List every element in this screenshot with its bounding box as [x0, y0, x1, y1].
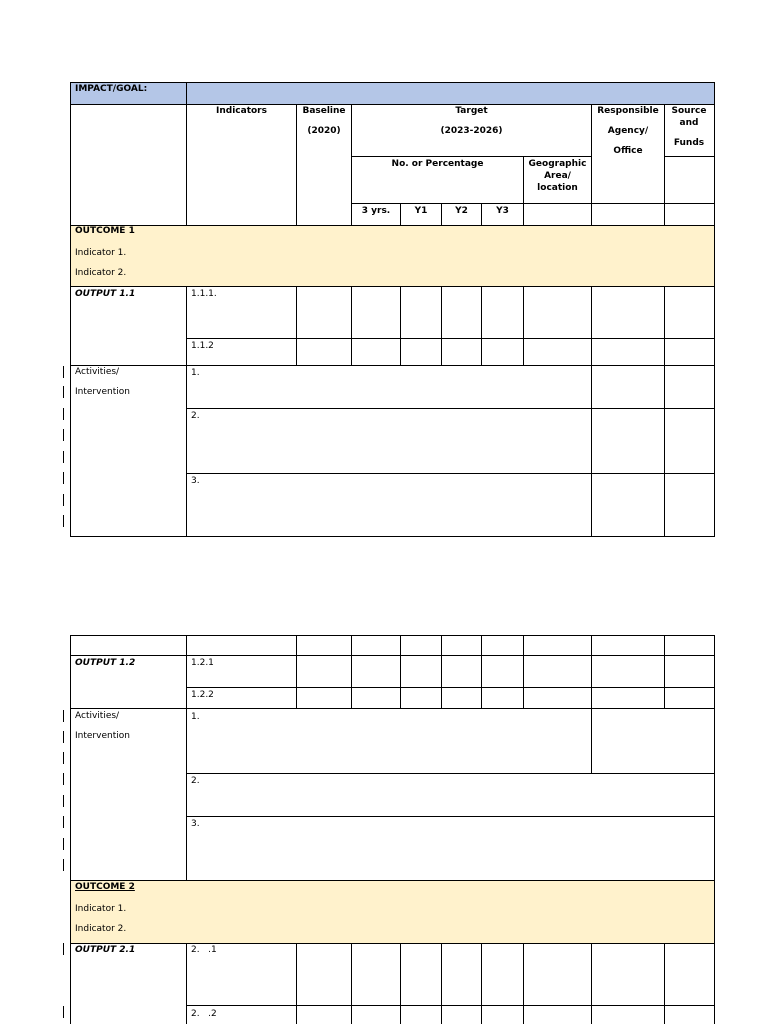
header-source-2: and: [679, 118, 699, 128]
header-y3: Y3: [496, 206, 509, 216]
output-1-1-row-1: 1.1.1.: [191, 289, 217, 299]
header-geographic-2: Area/: [544, 171, 571, 181]
outcome-1-indicator-2: Indicator 2.: [75, 268, 127, 278]
output-2-1-label: OUTPUT 2.1: [75, 945, 136, 955]
activity-2-1: 1.: [191, 712, 200, 722]
output-1-1-row-2: 1.1.2: [191, 341, 214, 351]
outcome-2-indicator-2: Indicator 2.: [75, 924, 127, 934]
header-target: Target: [455, 106, 488, 116]
header-geographic-3: location: [537, 183, 578, 193]
impact-goal-label: IMPACT/GOAL:: [75, 84, 148, 94]
header-responsible-1: Responsible: [597, 106, 659, 116]
activity-2-2: 2.: [191, 776, 200, 786]
activity-2: 2.: [191, 411, 200, 421]
activity-1: 1.: [191, 368, 200, 378]
activity-2-3: 3.: [191, 819, 200, 829]
activities-2-label-2: Intervention: [75, 731, 130, 741]
output-2-1-row-1: 2. .1: [191, 945, 217, 955]
header-source-3: Funds: [673, 138, 705, 148]
header-baseline-year: (2020): [307, 126, 341, 136]
output-1-2-label: OUTPUT 1.2: [75, 658, 136, 668]
activities-label-1: Activities/: [75, 367, 120, 377]
output-2-1-row-2: 2. .2: [191, 1009, 217, 1019]
output-1-2-row-1: 1.2.1: [191, 658, 214, 668]
outcome-2-indicator-1: Indicator 1.: [75, 904, 127, 914]
header-baseline: Baseline: [302, 106, 346, 116]
output-1-2-row-2: 1.2.2: [191, 690, 214, 700]
header-y1: Y1: [414, 206, 428, 216]
activities-2-label-1: Activities/: [75, 711, 120, 721]
header-geographic-1: Geographic: [528, 159, 587, 169]
header-indicators: Indicators: [216, 106, 267, 116]
outcome-2-label: OUTCOME 2: [75, 882, 135, 892]
header-source-1: Source: [671, 106, 707, 116]
header-y2: Y2: [455, 206, 468, 216]
output-1-1-label: OUTPUT 1.1: [75, 289, 136, 299]
header-no-percentage: No. or Percentage: [391, 159, 484, 169]
activities-label-2: Intervention: [75, 387, 130, 397]
header-target-years: (2023-2026): [440, 126, 503, 136]
outcome-1-indicator-1: Indicator 1.: [75, 248, 127, 258]
header-3-yrs: 3 yrs.: [361, 206, 391, 216]
outcome-1-label: OUTCOME 1: [75, 226, 135, 236]
header-responsible-3: Office: [613, 146, 643, 156]
activity-3: 3.: [191, 476, 200, 486]
header-responsible-2: Agency/: [607, 126, 649, 136]
